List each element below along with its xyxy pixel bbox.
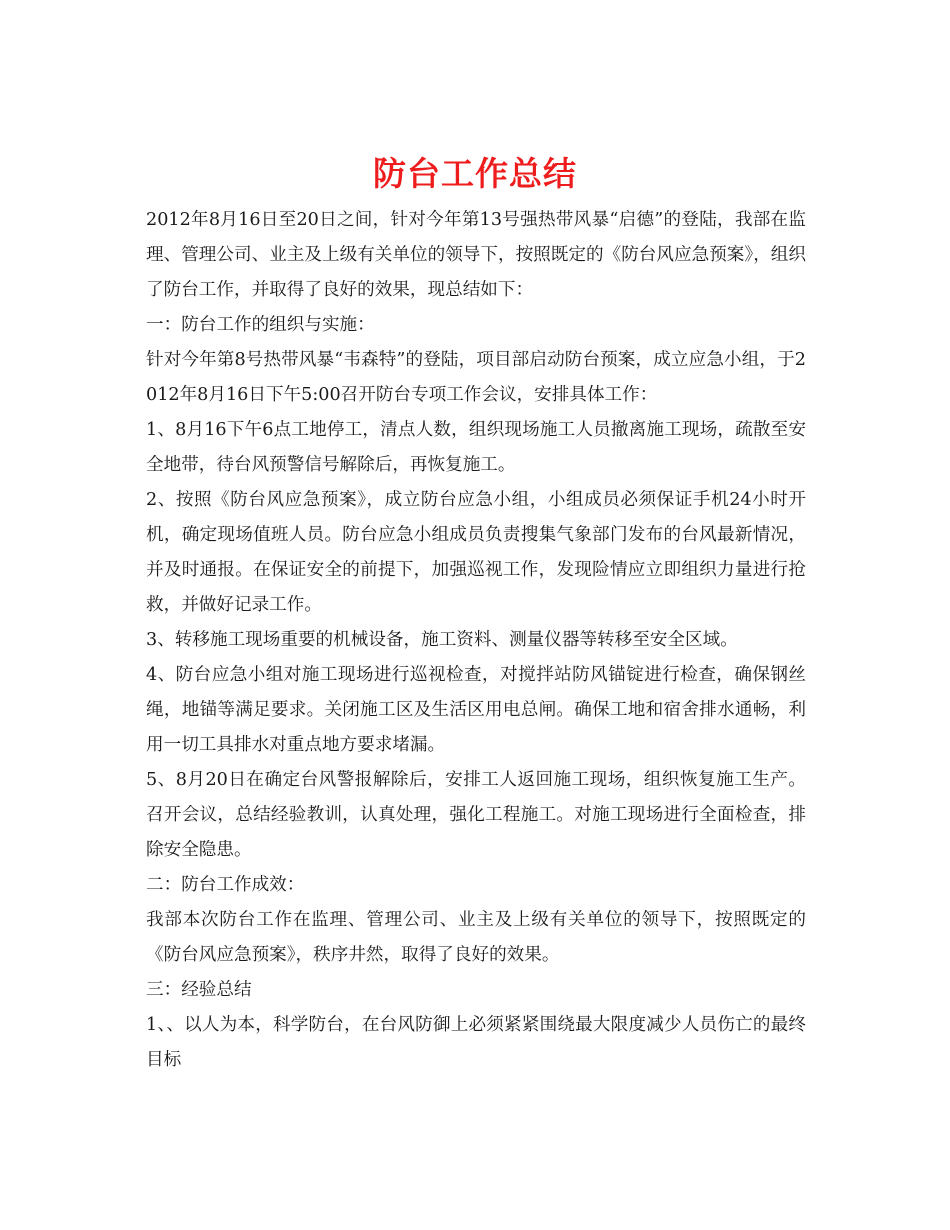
paragraph-organization: 针对今年第8号热带风暴“韦森特”的登陆，项目部启动防台预案，成立应急小组，于2012年8月16日下午5:00召开防台专项工作会议，安排具体工作： [146,350,806,405]
paragraph-intro: 2012年8月16日至20日之间，针对今年第13号强热带风暴“启德”的登陆，我部在监理、管理公司、业主及上级有关单位的领导下，按照既定的《防台风应急预案》，组织了防台工作，并取得了良好的效果，现总结如下： [146,210,806,300]
list-item-1: 1、8月16下午6点工地停工，清点人数，组织现场施工人员撤离施工现场，疏散至安全地带，待台风预警信号解除后，再恢复施工。 [146,420,806,475]
paragraph-results: 我部本次防台工作在监理、管理公司、业主及上级有关单位的领导下，按照既定的《防台风应急预案》，秩序井然，取得了良好的效果。 [146,910,806,965]
list-item-2: 2、按照《防台风应急预案》，成立防台应急小组，小组成员必须保证手机24小时开机，确定现场值班人员。防台应急小组成员负责搜集气象部门发布的台风最新情况，并及时通报。在保证安全的前提下，加强巡视工作，发现险情应立即组织力量进行抢救，并做好记录工作。 [146,490,806,615]
section-heading-lessons: 三：经验总结 [146,980,252,1000]
list-item-5: 5、8月20日在确定台风警报解除后，安排工人返回施工现场，组织恢复施工生产。召开会议，总结经验教训，认真处理，强化工程施工。对施工现场进行全面检查，排除安全隐患。 [146,770,806,860]
section-heading-results: 二：防台工作成效： [146,875,305,895]
list-item-3: 3、转移施工现场重要的机械设备，施工资料、测量仪器等转移至安全区域。 [146,630,738,650]
lesson-item-1: 1、、以人为本，科学防台，在台风防御上必须紧紧围绕最大限度减少人员伤亡的最终目标 [146,1015,806,1070]
document-title: 防台工作总结 [373,154,577,194]
section-heading-organization: 一：防台工作的组织与实施： [146,315,375,335]
list-item-4: 4、防台应急小组对施工现场进行巡视检查，对搅拌站防风锚锭进行检查，确保钢丝绳，地锚等满足要求。关闭施工区及生活区用电总闸。确保工地和宿舍排水通畅，利用一切工具排水对重点地方要求堵漏。 [146,665,806,755]
document-body [146,203,806,1078]
